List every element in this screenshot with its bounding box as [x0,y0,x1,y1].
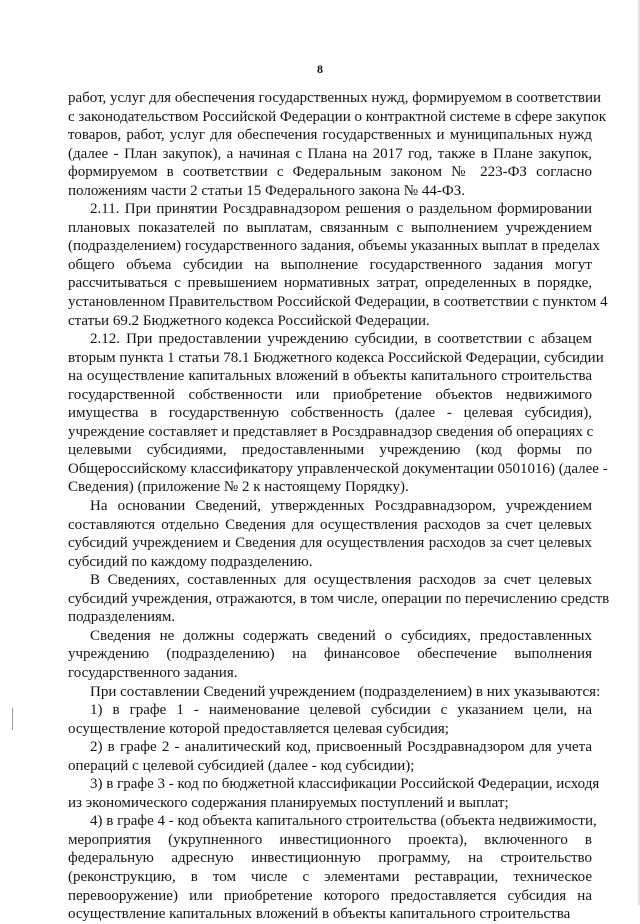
text-line: учреждению (подразделению) на финансовое обеспечение выполнения [68,646,592,663]
text-line: имущества в государственную собственность (далее - целевая субсидия), [68,405,592,422]
paragraph-p-reflected [68,571,610,627]
text-line: учреждение составляет и представляет в Росздравнадзор сведения об операциях с [68,423,594,440]
paragraph-p-item-3 [68,775,600,812]
paragraph-p-item-2 [68,738,592,775]
text-line: Сведения не должны содержать сведений о субсидиях, предоставленных [90,627,592,644]
paragraph-p-continuation [68,89,607,200]
paragraph-p-no-info [68,627,592,683]
text-line: целевыми субсидиями, предоставленными учреждению (код формы по [68,442,592,459]
text-line: На основании Сведений, утвержденных Росздравнадзором, учреждением [90,498,592,515]
text-line: государственного задания. [68,664,238,681]
text-line: осуществление которой предоставляется целевая субсидия; [68,720,449,737]
text-line: 1) в графе 1 - наименование целевой субсидии с указанием цели, на [90,702,592,719]
text-line: субсидий учреждением и Сведения для осуществления расходов за счет целевых [68,535,592,552]
text-line: установленном Правительством Российской Федерации, в соответствии с пунктом 4 [68,294,608,311]
text-line: субсидий по каждому подразделению. [68,553,313,570]
text-line: на осуществление капитальных вложений в объекты капитального строительства [68,368,592,385]
paragraph-p-basis [68,497,592,571]
text-line: Общероссийскому классификатору управленческой документации 0501016) (далее - [68,460,608,477]
page-number: 8 [317,62,323,76]
text-line: 2.11. При принятии Росздравнадзором решения о раздельном формировании [90,201,592,218]
text-line: товаров, работ, услуг для обеспечения государственных и муниципальных нужд [68,127,592,144]
text-line: 3) в графе 3 - код по бюджетной классификации Российской Федерации, исходя [90,776,600,793]
text-line: 2.12. При предоставлении учреждению субсидии, в соответствии с абзацем [90,331,592,348]
margin-scan-mark [12,708,13,730]
text-line: (далее - План закупок), а начиная с Плана на 2017 год, также в Плане закупок, [68,145,592,162]
text-line: плановых показателей по выплатам, связанным с выполнением учреждением [68,219,592,236]
text-line: субсидий учреждения, отражаются, в том числе, операции по перечислению средств [68,590,610,607]
text-line: (реконструкцию, в том числе с элементами реставрации, техническое [68,868,592,885]
text-line: статьи 69.2 Бюджетного кодекса Российской Федерации. [68,312,430,329]
text-line: вторым пункта 1 статьи 78.1 Бюджетного кодекса Российской Федерации, субсидии [68,349,604,366]
text-line: операций с целевой субсидией (далее - код субсидии); [68,757,415,774]
text-line: мероприятия (укрупненного инвестиционного проекта), включенного в [68,831,592,848]
text-line: При составлении Сведений учреждением (подразделением) в них указываются: [90,683,601,700]
text-line: федеральную адресную инвестиционную программу, на строительство [68,850,592,867]
body-text [68,89,610,924]
text-line: составляются отдельно Сведения для осуществления расходов за счет целевых [68,516,592,533]
text-line: рассчитываться с превышением нормативных затрат, определенных в порядке, [68,275,592,292]
paragraph-p-2-12 [68,330,608,497]
text-line: общего объема субсидии на выполнение государственного задания могут [68,256,592,273]
text-line: подразделениям. [68,609,176,626]
text-line: Сведения) (приложение № 2 к настоящему Порядку). [68,479,409,496]
paragraph-p-indicated [68,683,601,702]
text-line: работ, услуг для обеспечения государственных нужд, формируемом в соответствии [68,90,602,106]
text-line: формируемом в соответствии с Федеральным законом № 223-ФЗ согласно [68,164,592,181]
text-line: из экономического содержания планируемых поступлений и выплат; [68,794,509,811]
paragraph-p-2-11 [68,200,608,330]
text-line: (подразделением) государственного задания, объемы указанных выплат в пределах [68,238,600,255]
text-line: перевооружение) или приобретение которого предоставляется субсидия на [68,887,592,904]
paragraph-p-item-1 [68,701,592,738]
text-line: положениям части 2 статьи 15 Федерального закона № 44-ФЗ. [68,182,465,199]
text-line: государственной собственности или приобретение объектов недвижимого [68,386,592,403]
text-line: 2) в графе 2 - аналитический код, присвоенный Росздравнадзором для учета [90,739,592,756]
paragraph-p-item-4 [68,812,597,923]
text-line: В Сведениях, составленных для осуществления расходов за счет целевых [90,572,592,589]
text-line: осуществление капитальных вложений в объекты капитального строительства [68,906,571,923]
text-line: 4) в графе 4 - код объекта капитального строительства (объекта недвижимости, [90,813,597,830]
text-line: с законодательством Российской Федерации о контрактной системе в сфере закупок [68,108,607,125]
